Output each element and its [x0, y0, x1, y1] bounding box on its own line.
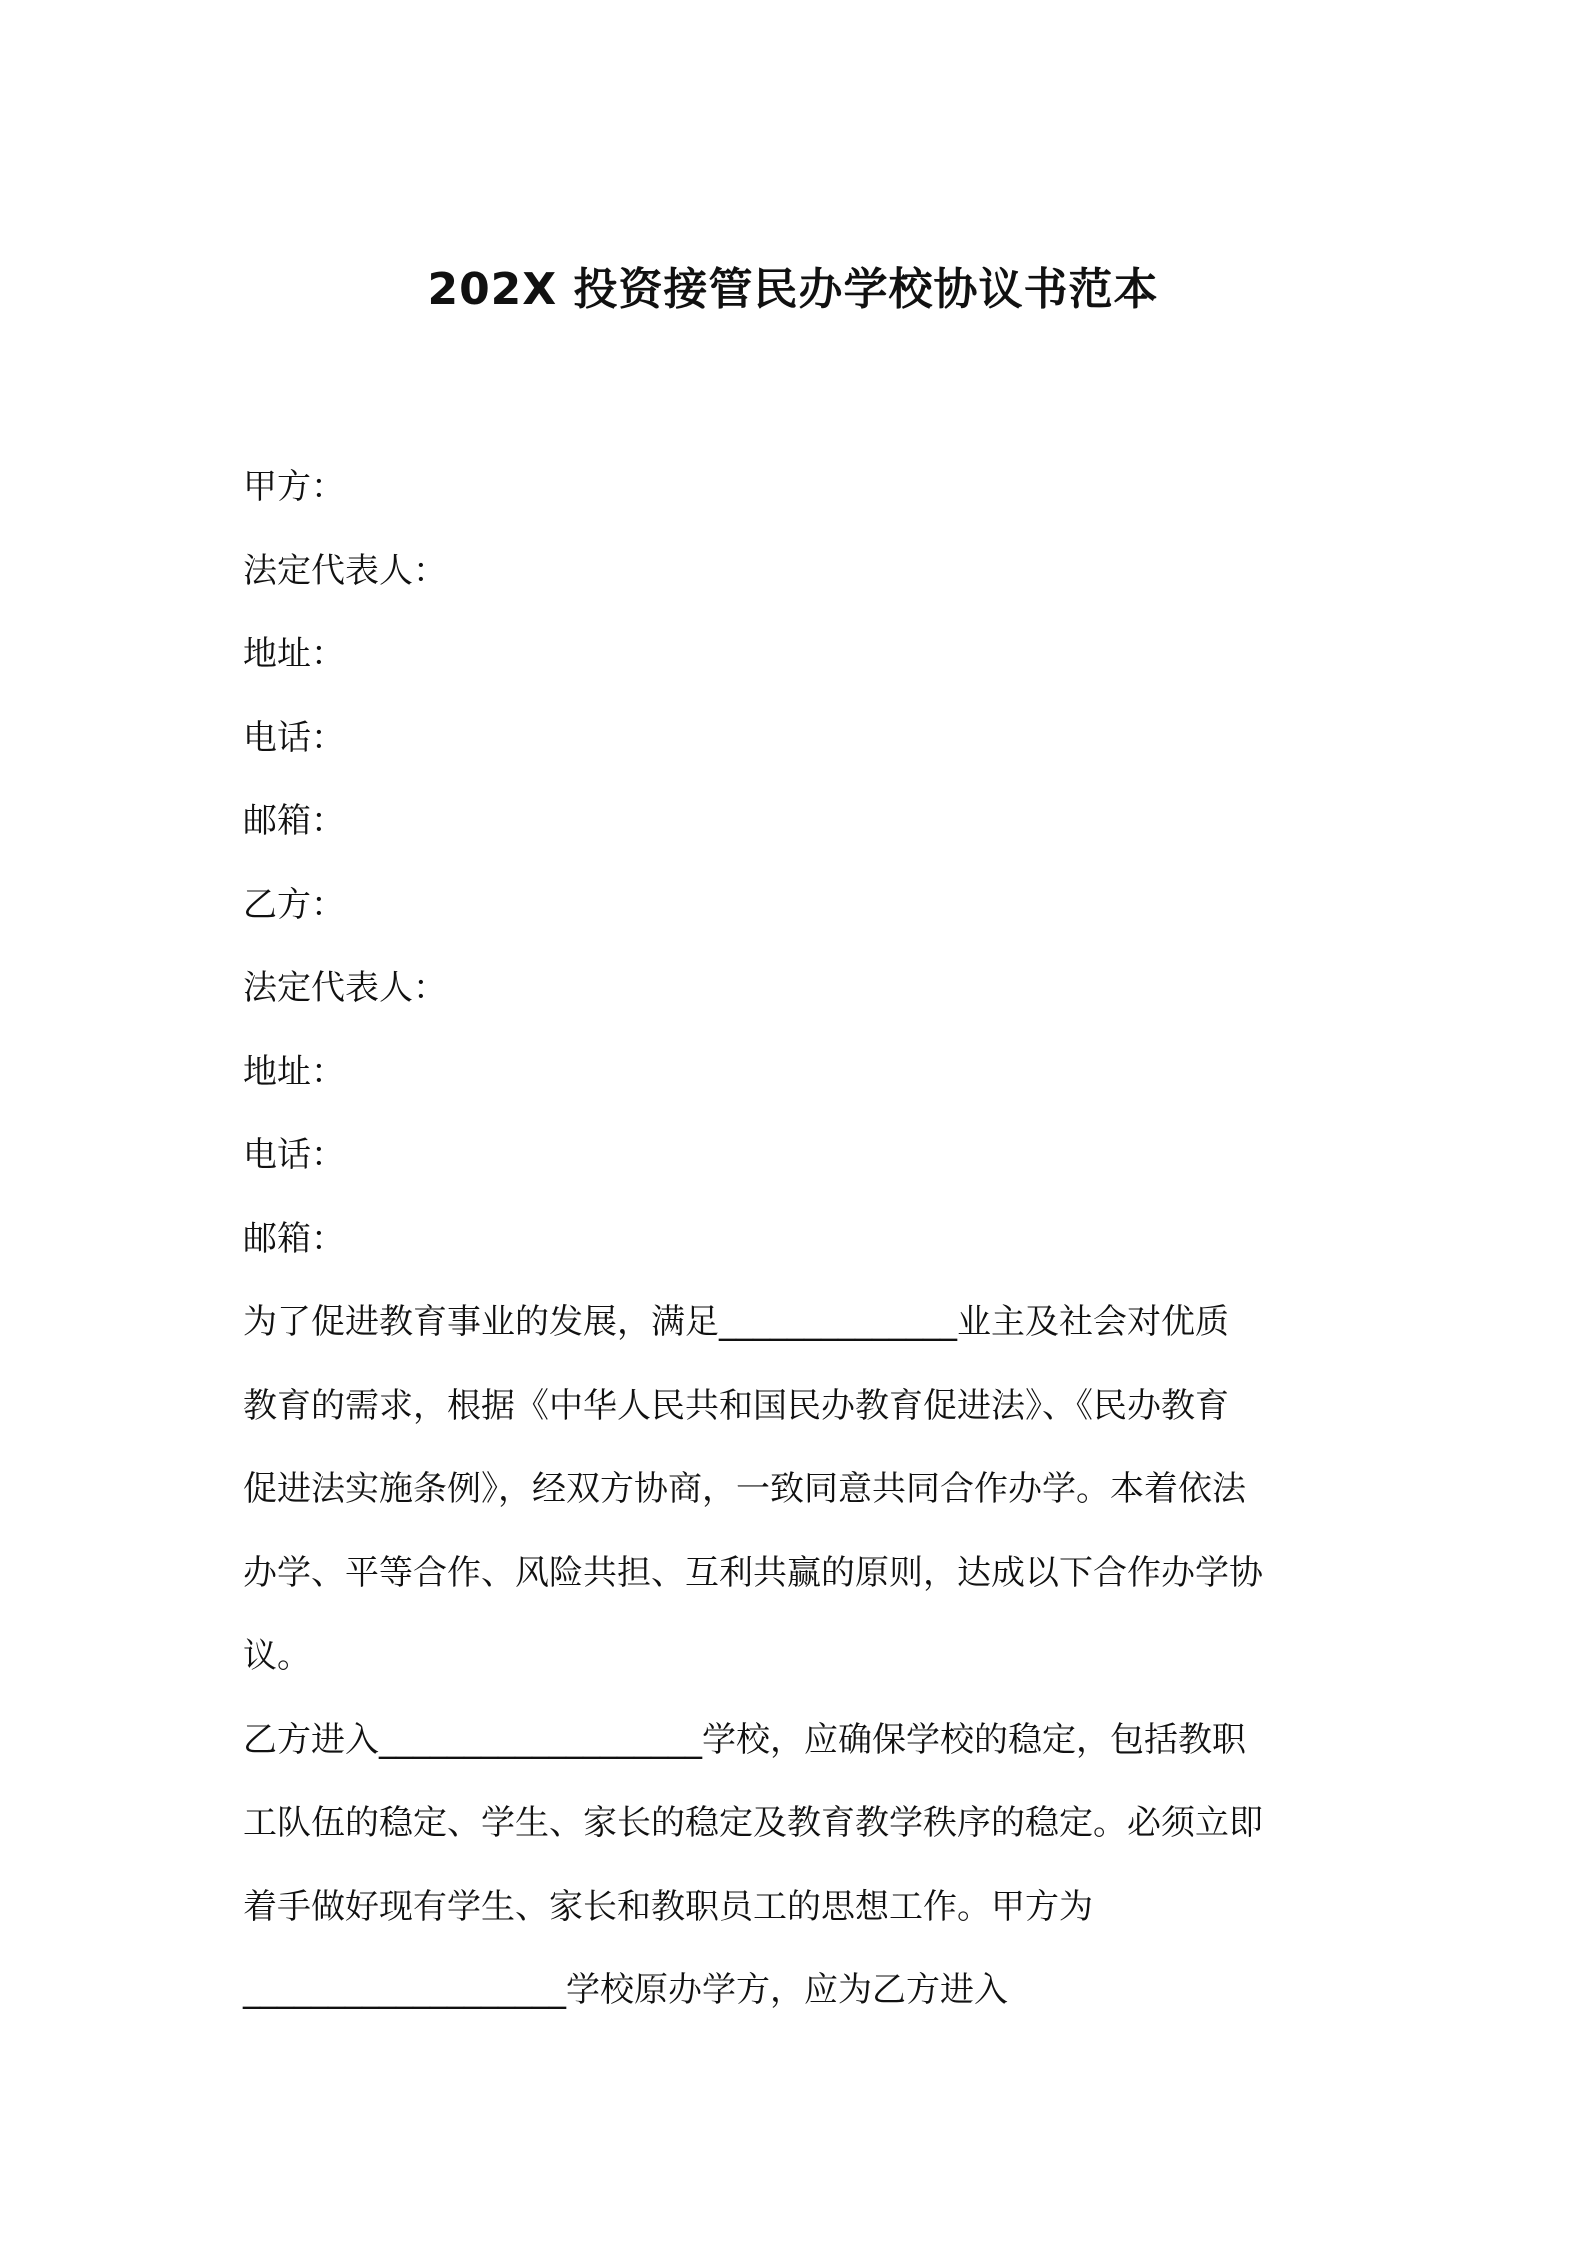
paragraph-2-line: 乙方进入___________________学校，应确保学校的稳定，包括教职 — [243, 1719, 1246, 1760]
paragraph-1-line: 教育的需求，根据《中华人民共和国民办教育促进法》、《民办教育 — [243, 1385, 1229, 1426]
party-b-email: 邮箱： — [243, 1218, 345, 1259]
party-b-address: 地址： — [243, 1051, 345, 1092]
party-a-phone: 电话： — [243, 717, 345, 758]
party-a-label: 甲方： — [243, 467, 345, 507]
party-a-email: 邮箱： — [243, 801, 345, 841]
document-title: 202X 投资接管民办学校协议书范本 — [427, 264, 1159, 315]
party-b-label: 乙方： — [243, 884, 345, 925]
paragraph-1-line: 议。 — [243, 1636, 311, 1676]
paragraph-1-line: 办学、平等合作、风险共担、互利共赢的原则，达成以下合作办学协 — [243, 1552, 1263, 1593]
document-body — [243, 446, 1353, 2033]
paragraph-2-line: 着手做好现有学生、家长和教职员工的思想工作。甲方为 — [243, 1886, 1093, 1927]
paragraph-1-line: 为了促进教育事业的发展，满足______________业主及社会对优质 — [243, 1302, 1229, 1342]
paragraph-2-line: ___________________学校原办学方，应为乙方进入 — [243, 1970, 1008, 2010]
party-a-address: 地址： — [243, 634, 345, 674]
paragraph-2-line: 工队伍的稳定、学生、家长的稳定及教育教学秩序的稳定。必须立即 — [243, 1803, 1263, 1843]
paragraph-1-line: 促进法实施条例》，经双方协商，一致同意共同合作办学。本着依法 — [243, 1469, 1246, 1509]
party-b-phone: 电话： — [243, 1135, 345, 1175]
party-b-legal-rep: 法定代表人： — [243, 968, 447, 1008]
party-a-legal-rep: 法定代表人： — [243, 550, 447, 591]
